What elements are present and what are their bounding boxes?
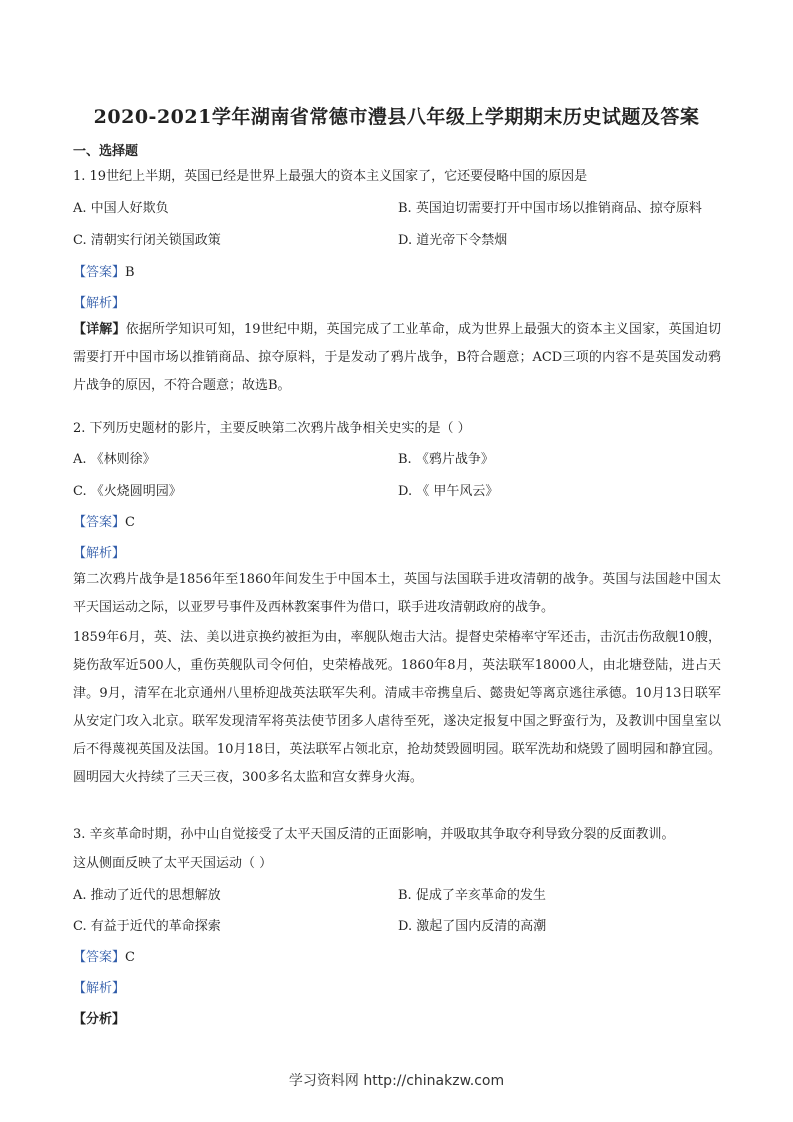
q1-option-b: B. 英国迫切需要打开中国市场以推销商品、掠夺原料 — [398, 201, 702, 216]
analysis-label: 【解析】 — [73, 981, 126, 996]
fenxi-label: 【分析】 — [73, 1012, 126, 1027]
q3-answer — [73, 946, 135, 965]
section-heading: 一、选择题 — [73, 144, 139, 159]
q3-stem-line-1: 3. 辛亥革命时期，孙中山自觉接受了太平天国反清的正面影响，并吸取其争取夺利导致分裂的反面教训。 — [73, 827, 675, 842]
answer-label: 【答案】 — [73, 265, 126, 280]
analysis-label: 【解析】 — [73, 296, 126, 311]
answer-label: 【答案】 — [73, 950, 126, 965]
answer-value: C — [125, 950, 135, 965]
q3-option-b: B. 促成了辛亥革命的发生 — [398, 888, 546, 903]
q3-fenxi — [73, 1008, 125, 1027]
q2-option-d: D. 《 甲午风云》 — [398, 484, 499, 499]
q2-option-b: B. 《鸦片战争》 — [398, 452, 494, 467]
answer-label: 【答案】 — [73, 515, 126, 530]
q1-option-d: D. 道光帝下令禁烟 — [398, 233, 508, 248]
q1-stem: 1. 19世纪上半期，英国已经是世界上最强大的资本主义国家了，它还要侵略中国的原因是 — [73, 169, 588, 184]
footer-watermark: 学习资料网 http://chinakzw.com — [288, 1073, 505, 1089]
q2-paragraph-2: 1859年6月，英、法、美以进京换约被拒为由，率舰队炮击大沽。提督史荣椿率守军还击，击沉击伤敌舰10艘，毙伤敌军近500人，重伤英舰队司令何伯，史荣椿战死。1860年8月，英法联军18000人，由北塘登陆，进占天津。9月，清军在北京通州八里桥迎战英法联军失利。清咸丰帝携皇后、懿贵妃等离京逃往承德。10月13日联军从安定门攻入北京。联军发现清军将英法使节团多人虐待至死，遂决定报复中国之野蛮行为，及教训中国皇室以后不得蔑视英国及法国。10月18日，英法联军占领北京，抢劫焚毁圆明园。联军洗劫和烧毁了圆明园和静宜园。圆明园大火持续了三天三夜，300多名太监和宫女葬身火海。 — [73, 630, 721, 785]
q2-paragraph-1: 第二次鸦片战争是1856年至1860年间发生于中国本土，英国与法国联手进攻清朝的战争。英国与法国趁中国太平天国运动之际，以亚罗号事件及西林教案事件为借口，联手进攻清朝政府的战争。 — [73, 572, 721, 615]
q1-detail — [73, 316, 721, 400]
analysis-label: 【解析】 — [73, 546, 126, 561]
q1-answer — [73, 261, 135, 280]
q3-option-d: D. 激起了国内反清的高潮 — [398, 919, 547, 934]
document-title: 2020-2021学年湖南省常德市澧县八年级上学期期末历史试题及答案 — [93, 106, 700, 128]
q3-stem-line-2: 这从侧面反映了太平天国运动（ ） — [73, 856, 273, 871]
q2-analysis — [73, 542, 125, 561]
q2-stem: 2. 下列历史题材的影片，主要反映第二次鸦片战争相关史实的是（ ） — [73, 421, 471, 436]
answer-value: C — [125, 515, 135, 530]
q3-option-a: A. 推动了近代的思想解放 — [73, 888, 221, 903]
q1-option-c: C. 清朝实行闭关锁国政策 — [73, 233, 221, 248]
q2-option-c: C. 《火烧圆明园》 — [73, 484, 182, 499]
q3-option-c: C. 有益于近代的革命探索 — [73, 919, 221, 934]
q3-analysis — [73, 977, 125, 996]
q1-option-a: A. 中国人好欺负 — [73, 201, 169, 216]
answer-value: B — [125, 265, 135, 280]
detail-label: 【详解】 — [73, 322, 126, 337]
q2-option-a: A. 《林则徐》 — [73, 452, 156, 467]
q2-answer — [73, 511, 135, 530]
detail-text: 依据所学知识可知，19世纪中期，英国完成了工业革命，成为世界上最强大的资本主义国家，英国迫切需要打开中国市场以推销商品、掠夺原料，于是发动了鸦片战争，B符合题意；ACD三项的内容不是英国发动鸦片战争的原因，不符合题意；故选B。 — [73, 322, 721, 393]
q1-analysis — [73, 292, 125, 311]
